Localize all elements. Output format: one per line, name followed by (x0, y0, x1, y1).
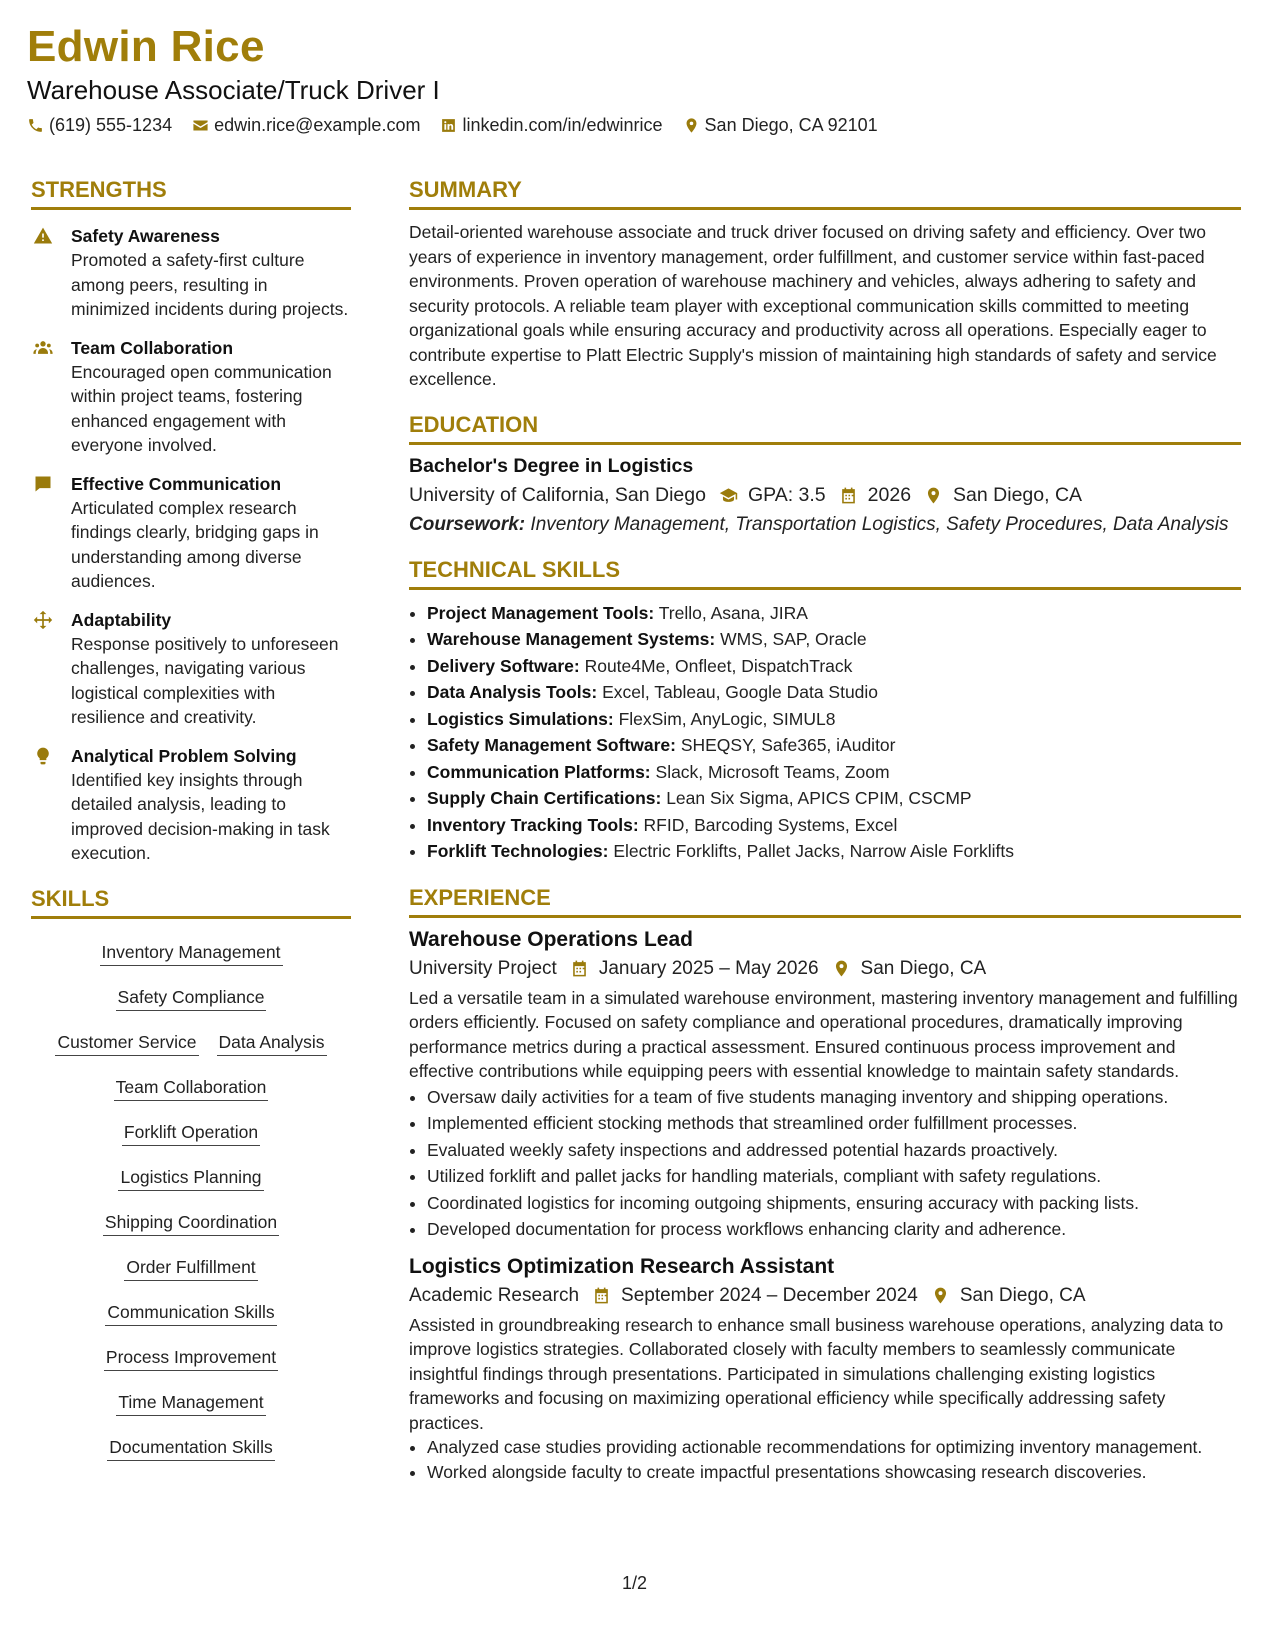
skill-tag: Documentation Skills (107, 1436, 274, 1461)
job-description: Led a versatile team in a simulated warehouse environment, mastering inventory management and fulfilling orders efficiently. Focused on safety compliance and operational procedures, dramatically improving performance metrics during a practical assessment. Ensured continuous process improvement and effective contributions while equipping peers with essential knowledge to maintain safety standards. (409, 987, 1238, 1081)
strength-title: Adaptability (71, 609, 172, 630)
job-location: San Diego, CA (860, 957, 987, 979)
contact-bar (27, 115, 898, 136)
job-bullets (409, 1435, 1241, 1486)
skill-values: Trello, Asana, JIRA (658, 602, 808, 623)
list-item (427, 626, 1241, 653)
skill-tag: Customer Service (55, 1031, 198, 1056)
job-dates: January 2025 – May 2026 (598, 957, 819, 979)
skill-tag: Safety Compliance (116, 986, 267, 1011)
map-pin-icon (832, 959, 851, 978)
coursework (409, 513, 1241, 537)
list-item (427, 838, 1241, 865)
list-item (427, 600, 1241, 627)
list-item: • Analyzed case studies providing actionable recommendations for optimizing inventory management. (427, 1435, 1241, 1459)
skill-category: Logistics Simulations: (427, 708, 614, 729)
users-icon (32, 338, 54, 358)
list-item (427, 812, 1241, 839)
skill-category: Communication Platforms: (427, 761, 651, 782)
skill-tag: Data Analysis (217, 1031, 327, 1056)
job-dates: September 2024 – December 2024 (621, 1284, 918, 1306)
strength-desc: Encouraged open communication within project teams, fostering enhanced engagement with everyone involved. (71, 361, 332, 455)
phone-text: (619) 555-1234 (49, 115, 173, 135)
linkedin-link[interactable]: linkedin.com/in/edwinrice (462, 115, 663, 135)
skill-category: Forklift Technologies: (427, 841, 609, 861)
education-section (409, 412, 1241, 537)
skill-tag: Forklift Operation (122, 1121, 260, 1146)
list-item (427, 785, 1241, 812)
job-meta (409, 1285, 1241, 1307)
strength-item (31, 224, 351, 322)
technical-skills-list (409, 600, 1241, 865)
job-entry (409, 928, 1241, 1243)
degree-title: Bachelor's Degree in Logistics (409, 454, 694, 477)
job-title: Warehouse Operations Lead (409, 927, 693, 951)
strength-title: Effective Communication (71, 473, 282, 494)
right-column (409, 177, 1241, 1506)
list-item (427, 653, 1241, 680)
skill-values: Slack, Microsoft Teams, Zoom (655, 761, 890, 782)
strength-title: Analytical Problem Solving (71, 745, 297, 766)
list-item (427, 759, 1241, 786)
skill-tag: Team Collaboration (114, 1076, 269, 1101)
strength-item (31, 608, 351, 730)
graduation-cap-icon (719, 486, 738, 505)
comment-icon (32, 474, 54, 494)
strength-item (31, 744, 351, 866)
job-meta (409, 958, 1241, 980)
skill-values: WMS, SAP, Oracle (720, 629, 867, 649)
candidate-name: Edwin Rice (27, 22, 265, 71)
strengths-list (31, 224, 351, 866)
skill-tag: Shipping Coordination (103, 1211, 279, 1236)
coursework-label: Coursework: (409, 513, 526, 535)
job-org: Academic Research (409, 1284, 580, 1306)
skill-category: Warehouse Management Systems: (427, 629, 716, 649)
skill-values: Electric Forklifts, Pallet Jacks, Narrow Aisle Forklifts (613, 841, 1015, 861)
skill-category: Inventory Tracking Tools: (427, 814, 639, 835)
job-org: University Project (409, 957, 557, 979)
skill-values: Route4Me, Onfleet, DispatchTrack (584, 655, 853, 676)
envelope-icon (192, 117, 209, 134)
skill-tag: Time Management (116, 1391, 265, 1416)
list-item: • Utilized forklift and pallet jacks for handling materials, compliant with safety regulations. (427, 1163, 1241, 1190)
job-title: Logistics Optimization Research Assistant (409, 1254, 835, 1278)
map-pin-icon (683, 117, 700, 134)
contact-email[interactable] (192, 115, 420, 136)
skill-category: Delivery Software: (427, 655, 580, 676)
skill-tag: Order Fulfillment (124, 1256, 257, 1281)
skill-values: SHEQSY, Safe365, iAuditor (680, 735, 896, 755)
contact-phone (27, 115, 172, 136)
calendar-icon (570, 959, 589, 978)
strength-item (31, 472, 351, 594)
strength-desc: Articulated complex research findings clearly, bridging gaps in understanding among diverse audiences. (71, 497, 319, 591)
experience-section (409, 885, 1241, 1486)
contact-linkedin[interactable] (440, 115, 662, 136)
lightbulb-icon (32, 746, 54, 766)
left-column (31, 177, 351, 1469)
education-heading: EDUCATION (409, 412, 1241, 445)
skill-values: RFID, Barcoding Systems, Excel (643, 814, 898, 835)
calendar-icon (839, 486, 858, 505)
email-link[interactable]: edwin.rice@example.com (214, 115, 421, 135)
map-pin-icon (924, 486, 943, 505)
list-item: • Evaluated weekly safety inspections and addressed potential hazards proactively. (427, 1137, 1241, 1164)
list-item: • Coordinated logistics for incoming outgoing shipments, ensuring accuracy with packing lists. (427, 1190, 1241, 1217)
strengths-heading: STRENGTHS (31, 177, 351, 210)
arrows-move-icon (32, 610, 54, 630)
map-pin-icon (931, 1286, 950, 1305)
job-bullets (409, 1084, 1241, 1243)
list-item: • Worked alongside faculty to create impactful presentations showcasing research discoveries. (427, 1459, 1241, 1486)
technical-skills-section (409, 557, 1241, 865)
experience-heading: EXPERIENCE (409, 885, 1241, 918)
location-text: San Diego, CA 92101 (704, 115, 878, 135)
list-item (427, 706, 1241, 733)
skill-tag: Inventory Management (100, 941, 283, 966)
skills-list (31, 929, 351, 1469)
skills-section (31, 886, 351, 1469)
strength-desc: Identified key insights through detailed analysis, leading to improved decision-making in task execution. (71, 769, 330, 863)
strength-title: Team Collaboration (71, 337, 234, 358)
job-location: San Diego, CA (959, 1284, 1086, 1306)
contact-location (683, 115, 878, 136)
school-name: University of California, San Diego (409, 483, 706, 506)
gpa-text: GPA: 3.5 (747, 483, 826, 506)
warning-icon (32, 226, 54, 246)
list-item: • Developed documentation for process workflows enhancing clarity and adherence. (427, 1216, 1241, 1243)
skill-category: Supply Chain Certifications: (427, 788, 662, 808)
education-meta (409, 484, 1241, 507)
job-title-headline: Warehouse Associate/Truck Driver I (27, 75, 440, 105)
skill-tag: Communication Skills (105, 1301, 276, 1326)
strength-desc: Promoted a safety-first culture among peers, resulting in minimized incidents during projects. (71, 250, 349, 319)
skill-category: Project Management Tools: (427, 602, 655, 623)
skill-tag: Process Improvement (104, 1346, 278, 1371)
page-number: 1/2 (622, 1573, 648, 1593)
summary-section (409, 177, 1241, 392)
summary-text: Detail-oriented warehouse associate and truck driver focused on driving safety and efficiency. Over two years of experience in inventory management, order fulfillment, and customer service within fast-paced environments. Proven operation of warehouse machinery and vehicles, always adhering to safety and security protocols. A reliable team player with exceptional communication skills committed to meeting organizational goals while ensuring accuracy and productivity across all operations. Especially eager to contribute expertise to Platt Electric Supply's mission of maintaining high standards of safety and service excellence. (409, 222, 1217, 389)
skill-values: FlexSim, AnyLogic, SIMUL8 (618, 708, 836, 729)
summary-heading: SUMMARY (409, 177, 1241, 210)
technical-skills-heading: TECHNICAL SKILLS (409, 557, 1241, 590)
education-location: San Diego, CA (953, 483, 1083, 506)
coursework-list: Inventory Management, Transportation Logistics, Safety Procedures, Data Analysis (530, 513, 1229, 535)
list-item: • Oversaw daily activities for a team of five students managing inventory and shipping operations. (427, 1084, 1241, 1111)
skill-values: Excel, Tableau, Google Data Studio (602, 682, 879, 702)
strength-item (31, 336, 351, 458)
list-item (427, 679, 1241, 706)
job-description: Assisted in groundbreaking research to enhance small business warehouse operations, analyzing data to improve logistics strategies. Collaborated closely with faculty members to seamlessly communicate insightful findings through presentations. Participated in simulations challenging existing logistics frameworks and focusing on maximizing operational efficiency while specifically addressing safety practices. (409, 1314, 1224, 1433)
strength-desc: Response positively to unforeseen challenges, navigating various logistical complexities with resilience and creativity. (71, 633, 339, 727)
skills-heading: SKILLS (31, 886, 351, 919)
graduation-year: 2026 (867, 483, 912, 506)
skill-tag: Logistics Planning (118, 1166, 263, 1191)
skill-category: Safety Management Software: (427, 735, 676, 755)
calendar-icon (592, 1286, 611, 1305)
skill-values: Lean Six Sigma, APICS CPIM, CSCMP (666, 788, 972, 808)
job-entry (409, 1255, 1241, 1486)
list-item: • Implemented efficient stocking methods that streamlined order fulfillment processes. (427, 1110, 1241, 1137)
linkedin-icon (440, 117, 457, 134)
skill-category: Data Analysis Tools: (427, 682, 598, 702)
phone-icon (27, 117, 44, 134)
strength-title: Safety Awareness (71, 226, 220, 246)
list-item (427, 732, 1241, 759)
